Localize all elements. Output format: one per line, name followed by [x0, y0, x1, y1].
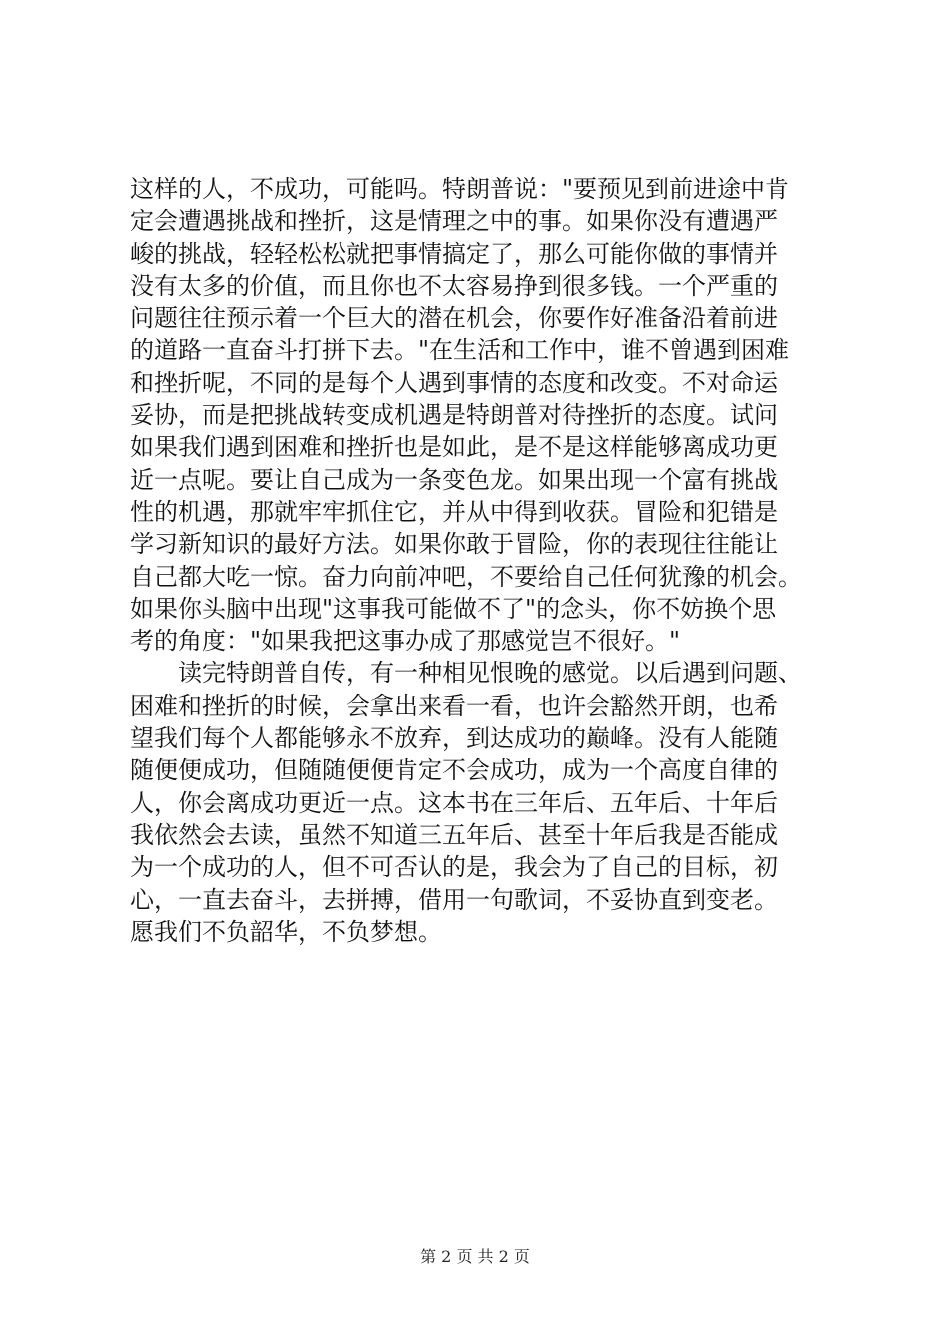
text-line: 自己都大吃一惊。奋力向前冲吧，不要给自己任何犹豫的机会。	[130, 562, 802, 591]
text-line: 如果我们遇到困难和挫折也是如此，是不是这样能够离成功更	[130, 433, 778, 462]
text-line: 随便便成功，但随随便便肯定不会成功，成为一个高度自律的	[130, 756, 778, 785]
text-line: 定会遭遇挑战和挫折，这是情理之中的事。如果你没有遭遇严	[130, 207, 778, 236]
text-line: 性的机遇，那就牢牢抓住它，并从中得到收获。冒险和犯错是	[130, 497, 778, 526]
text-line: 问题往往预示着一个巨大的潜在机会，你要作好准备沿着前进	[130, 304, 778, 333]
text-line: 近一点呢。要让自己成为一条变色龙。如果出现一个富有挑战	[130, 465, 778, 494]
body-text	[130, 173, 830, 948]
text-line: 学习新知识的最好方法。如果你敢于冒险，你的表现往往能让	[130, 530, 778, 559]
text-line: 心，一直去奋斗，去拼搏，借用一句歌词，不妥协直到变老。	[130, 885, 778, 914]
text-line: 的道路一直奋斗打拼下去。"在生活和工作中，谁不曾遇到困难	[130, 336, 790, 365]
text-line: 妥协，而是把挑战转变成机遇是特朗普对待挫折的态度。试问	[130, 401, 778, 430]
text-line: 人，你会离成功更近一点。这本书在三年后、五年后、十年后	[130, 788, 778, 817]
text-line: 愿我们不负韶华，不负梦想。	[130, 917, 442, 946]
text-line: 为一个成功的人，但不可否认的是，我会为了自己的目标，初	[130, 853, 778, 882]
text-line: 读完特朗普自传，有一种相见恨晚的感觉。以后遇到问题、	[130, 659, 802, 688]
text-line: 我依然会去读，虽然不知道三五年后、甚至十年后我是否能成	[130, 820, 778, 849]
text-line: 困难和挫折的时候，会拿出来看一看，也许会豁然开朗，也希	[130, 691, 778, 720]
text-line: 考的角度："如果我把这事办成了那感觉岂不很好。"	[130, 627, 681, 656]
text-line: 峻的挑战，轻轻松松就把事情搞定了，那么可能你做的事情并	[130, 239, 778, 268]
text-line: 望我们每个人都能够永不放弃，到达成功的巅峰。没有人能随	[130, 724, 778, 753]
text-line: 和挫折呢，不同的是每个人遇到事情的态度和改变。不对命运	[130, 368, 778, 397]
text-line: 如果你头脑中出现"这事我可能做不了"的念头，你不妨换个思	[130, 594, 777, 623]
text-line: 没有太多的价值，而且你也不太容易挣到很多钱。一个严重的	[130, 271, 778, 300]
text-line: 这样的人，不成功，可能吗。特朗普说："要预见到前进途中肯	[130, 175, 790, 203]
page-number-footer: 第 2 页 共 2 页	[420, 1247, 530, 1266]
